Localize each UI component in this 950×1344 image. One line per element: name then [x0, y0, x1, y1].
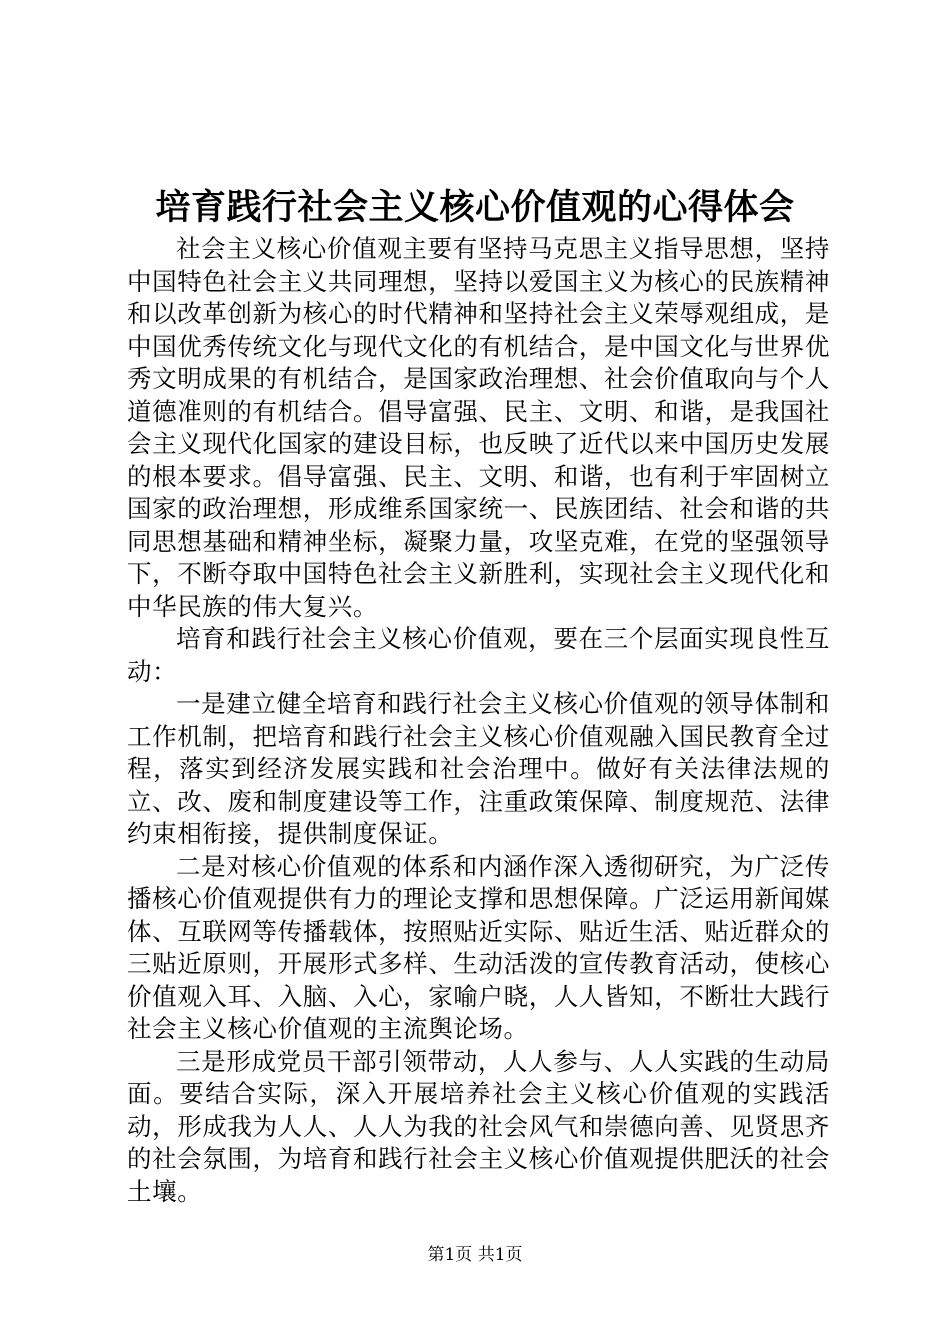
paragraph-point-three: 三是形成党员干部引领带动，人人参与、人人实践的生动局面。要结合实际，深入开展培养社会主义核心价值观的实践活动，形成我为人人、人人为我的社会风气和崇德向善、见贤思齐的社会氛围，为培育和践行社会主义核心价值观提供肥沃的社会土壤。 — [127, 1046, 830, 1206]
paragraph-point-one: 一是建立健全培育和践行社会主义核心价值观的领导体制和工作机制，把培育和践行社会主义核心价值观融入国民教育全过程，落实到经济发展实践和社会治理中。做好有关法律法规的立、改、废和制度建设等工作，注重政策保障、制度规范、法律约束相衔接，提供制度保证。 — [127, 689, 830, 848]
page-number-footer: 第1页 共1页 — [427, 1245, 523, 1265]
document-body — [127, 233, 830, 1208]
paragraph-intro: 社会主义核心价值观主要有坚持马克思主义指导思想，坚持中国特色社会主义共同理想，坚持以爱国主义为核心的民族精神和以改革创新为核心的时代精神和坚持社会主义荣辱观组成，是中国优秀传统文化与现代文化的有机结合，是中国文化与世界优秀文明成果的有机结合，是国家政治理想、社会价值取向与个人道德准则的有机结合。倡导富强、民主、文明、和谐，是我国社会主义现代化国家的建设目标，也反映了近代以来中国历史发展的根本要求。倡导富强、民主、文明、和谐，也有利于牢固树立国家的政治理想，形成维系国家统一、民族团结、社会和谐的共同思想基础和精神坐标，凝聚力量，攻坚克难，在党的坚强领导下，不断夺取中国特色社会主义新胜利，实现社会主义现代化和中华民族的伟大复兴。 — [127, 234, 830, 621]
document-title: 培育践行社会主义核心价值观的心得体会 — [155, 187, 795, 228]
paragraph-point-two: 二是对核心价值观的体系和内涵作深入透彻研究，为广泛传播核心价值观提供有力的理论支撑和思想保障。广泛运用新闻媒体、互联网等传播载体，按照贴近实际、贴近生活、贴近群众的三贴近原则，开展形式多样、生动活泼的宣传教育活动，使核心价值观入耳、入脑、入心，家喻户晓，人人皆知，不断壮大践行社会主义核心价值观的主流舆论场。 — [127, 851, 830, 1043]
paragraph-three-levels: 培育和践行社会主义核心价值观，要在三个层面实现良性互动： — [127, 624, 830, 686]
